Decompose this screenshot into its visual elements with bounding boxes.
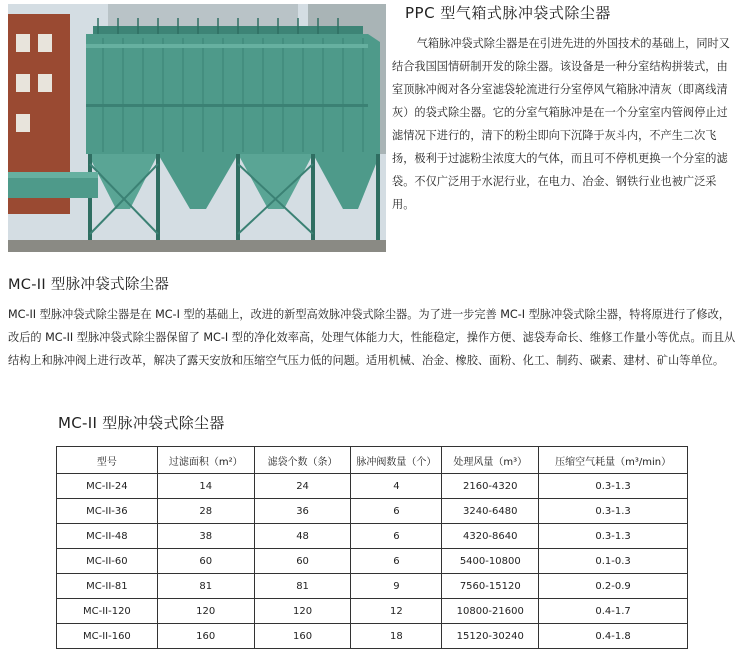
header-valve-count: 脉冲阀数量（个） (351, 447, 442, 474)
cell-bag-count: 24 (254, 474, 351, 499)
cell-air-volume: 4320-8640 (442, 524, 539, 549)
cell-compressed-air: 0.3-1.3 (539, 474, 688, 499)
cell-bag-count: 120 (254, 599, 351, 624)
dust-collector-photo (8, 4, 386, 252)
table-row (57, 524, 688, 549)
cell-compressed-air: 0.2-0.9 (539, 574, 688, 599)
cell-air-volume: 15120-30240 (442, 624, 539, 649)
header-bag-count: 滤袋个数（条） (254, 447, 351, 474)
cell-air-volume: 5400-10800 (442, 549, 539, 574)
spec-table-title: MC-II 型脉冲袋式除尘器 (58, 414, 225, 432)
cell-filter-area: 81 (157, 574, 254, 599)
cell-model: MC-II-160 (57, 624, 158, 649)
cell-filter-area: 28 (157, 499, 254, 524)
cell-bag-count: 36 (254, 499, 351, 524)
spec-table (56, 446, 688, 649)
cell-valve-count: 6 (351, 549, 442, 574)
cell-compressed-air: 0.1-0.3 (539, 549, 688, 574)
cell-bag-count: 81 (254, 574, 351, 599)
cell-compressed-air: 0.3-1.3 (539, 499, 688, 524)
table-row (57, 574, 688, 599)
cell-air-volume: 10800-21600 (442, 599, 539, 624)
cell-bag-count: 160 (254, 624, 351, 649)
cell-valve-count: 9 (351, 574, 442, 599)
table-row (57, 549, 688, 574)
table-row (57, 474, 688, 499)
cell-compressed-air: 0.3-1.3 (539, 524, 688, 549)
cell-filter-area: 60 (157, 549, 254, 574)
cell-model: MC-II-36 (57, 499, 158, 524)
cell-compressed-air: 0.4-1.8 (539, 624, 688, 649)
cell-filter-area: 38 (157, 524, 254, 549)
header-filter-area: 过滤面积（m²） (157, 447, 254, 474)
cell-valve-count: 18 (351, 624, 442, 649)
cell-air-volume: 3240-6480 (442, 499, 539, 524)
table-row (57, 624, 688, 649)
cell-air-volume: 7560-15120 (442, 574, 539, 599)
ppc-description: 气箱脉冲袋式除尘器是在引进先进的外国技术的基础上，同时又结合我国国情研制开发的除尘器。该设备是一种分室结构拼装式，由室顶脉冲阀对各分室滤袋轮流进行分室停风气箱脉冲清灰（即离线清灰）的袋式除尘器。它的分室气箱脉冲是在一个分室室内管阀停止过滤情况下进行的，清下的粉尘即向下沉降于灰斗内，不产生二次飞扬，极利于过滤粉尘浓度大的气体，而且可不停机更换一个分室的滤袋。不仅广泛用于水泥行业，在电力、冶金、钢铁行业也被广泛采用。 (392, 37, 730, 211)
table-row (57, 599, 688, 624)
header-air-volume: 处理风量（m³） (442, 447, 539, 474)
cell-bag-count: 60 (254, 549, 351, 574)
mc-description: MC-II 型脉冲袋式除尘器是在 MC-I 型的基础上，改进的新型高效脉冲袋式除尘器。为了进一步完善 MC-I 型脉冲袋式除尘器，特将原进行了修改，改后的 MC-II 型脉冲袋式除尘器保留了 MC-I 型的净化效率高，处理气体能力大，性能稳定，操作方便、滤袋寿命长、维修工作量小等优点。而且从结构上和脉冲阀上进行改革，解决了露天安放和压缩空气压力低的问题。适用机械、冶金、橡胶、面粉、化工、制药、碳素、建材、矿山等单位。 (8, 308, 736, 367)
mc-section-title: MC-II 型脉冲袋式除尘器 (8, 277, 170, 293)
ppc-section-title: PPC 型气箱式脉冲袋式除尘器 (405, 4, 611, 22)
table-header-row (57, 447, 688, 474)
cell-valve-count: 4 (351, 474, 442, 499)
table-row (57, 499, 688, 524)
cell-compressed-air: 0.4-1.7 (539, 599, 688, 624)
cell-model: MC-II-48 (57, 524, 158, 549)
cell-model: MC-II-24 (57, 474, 158, 499)
cell-air-volume: 2160-4320 (442, 474, 539, 499)
cell-model: MC-II-60 (57, 549, 158, 574)
cell-filter-area: 120 (157, 599, 254, 624)
cell-bag-count: 48 (254, 524, 351, 549)
cell-valve-count: 6 (351, 499, 442, 524)
cell-model: MC-II-120 (57, 599, 158, 624)
header-compressed-air: 压缩空气耗量（m³/min） (539, 447, 688, 474)
cell-valve-count: 12 (351, 599, 442, 624)
cell-model: MC-II-81 (57, 574, 158, 599)
cell-valve-count: 6 (351, 524, 442, 549)
header-model: 型号 (57, 447, 158, 474)
cell-filter-area: 14 (157, 474, 254, 499)
cell-filter-area: 160 (157, 624, 254, 649)
